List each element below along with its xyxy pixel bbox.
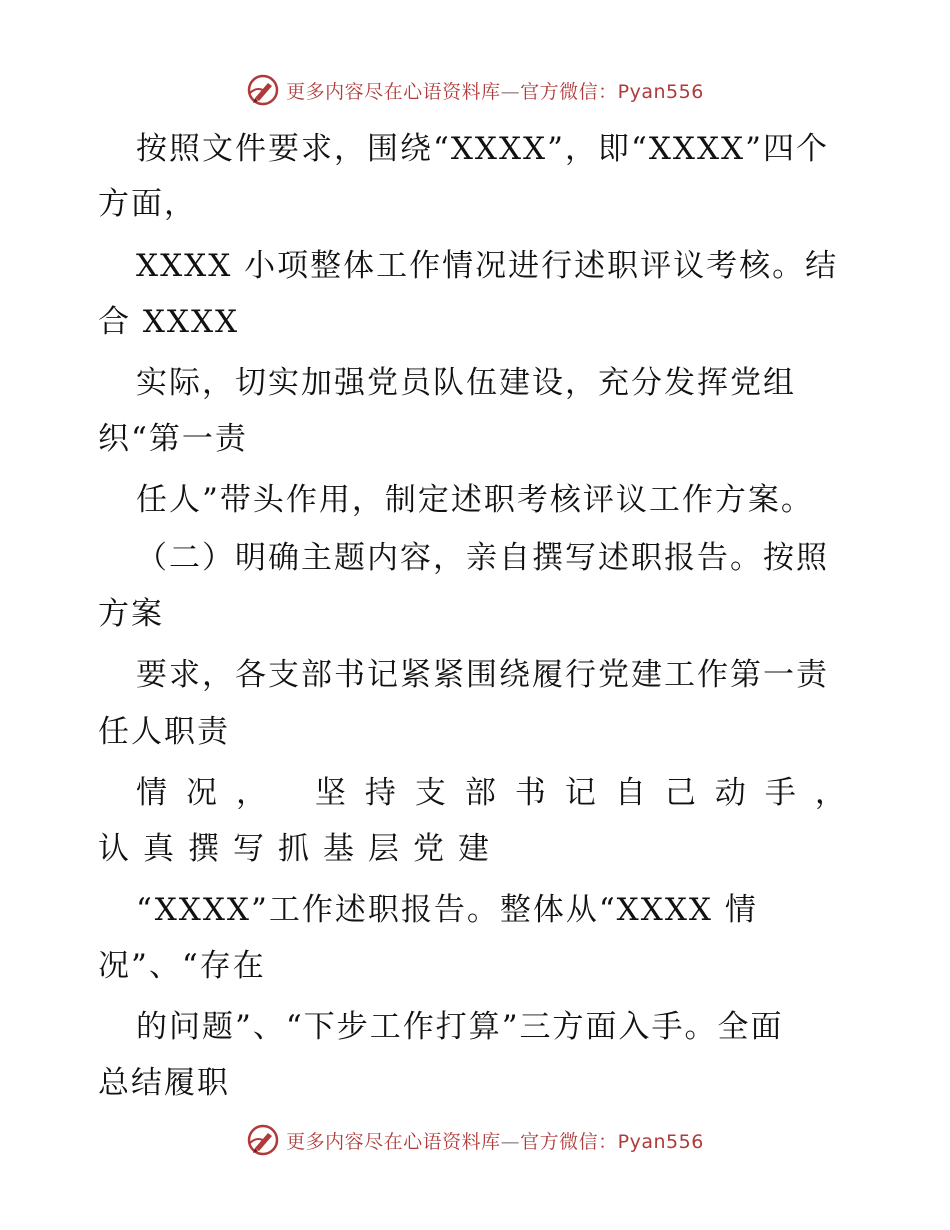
text-line: 织“第一责 (98, 421, 248, 457)
text-line: 按照文件要求，围绕“XXXX”，即“XXXX”四个 (136, 131, 829, 167)
text-line: 认真撰写抓基层党建 (98, 831, 503, 867)
footer-watermark (0, 1120, 950, 1160)
text-line: 方案 (98, 596, 164, 632)
banner-brand-text: 更多内容尽在心语资料库 (286, 1130, 501, 1153)
banner-separator: — (500, 80, 521, 103)
text-line: （二）明确主题内容，亲自撰写述职报告。按照 (136, 540, 829, 576)
banner-separator: — (500, 1130, 521, 1153)
banner-wechat-text: 官方微信：Pyan556 (520, 80, 704, 103)
text-line: 实际，切实加强党员队伍建设，充分发挥党组 (136, 365, 796, 401)
text-line: 要求，各支部书记紧紧围绕履行党建工作第一责 (136, 657, 829, 693)
banner-wechat-text: 官方微信：Pyan556 (520, 1130, 704, 1153)
text-line: 况”、“存在 (98, 948, 266, 984)
pen-logo-icon (246, 73, 280, 107)
text-line: 方面， (98, 186, 197, 222)
banner-brand-text: 更多内容尽在心语资料库 (286, 80, 501, 103)
text-line: XXXX 小项整体工作情况进行述职评议考核。结 (136, 248, 839, 284)
text-line: 情况， 坚持支部书记自己动手， (136, 775, 865, 811)
text-line: “XXXX”工作述职报告。整体从“XXXX 情 (136, 892, 758, 928)
text-line: 任人”带头作用，制定述职考核评议工作方案。 (136, 482, 814, 518)
text-line: 任人职责 (98, 714, 230, 750)
header-watermark (0, 70, 950, 110)
text-line: 总结履职 (98, 1065, 230, 1101)
text-line: 合 XXXX (98, 304, 240, 340)
pen-logo-icon (246, 1123, 280, 1157)
text-line: 的问题”、“下步工作打算”三方面入手。全面 (136, 1009, 784, 1045)
